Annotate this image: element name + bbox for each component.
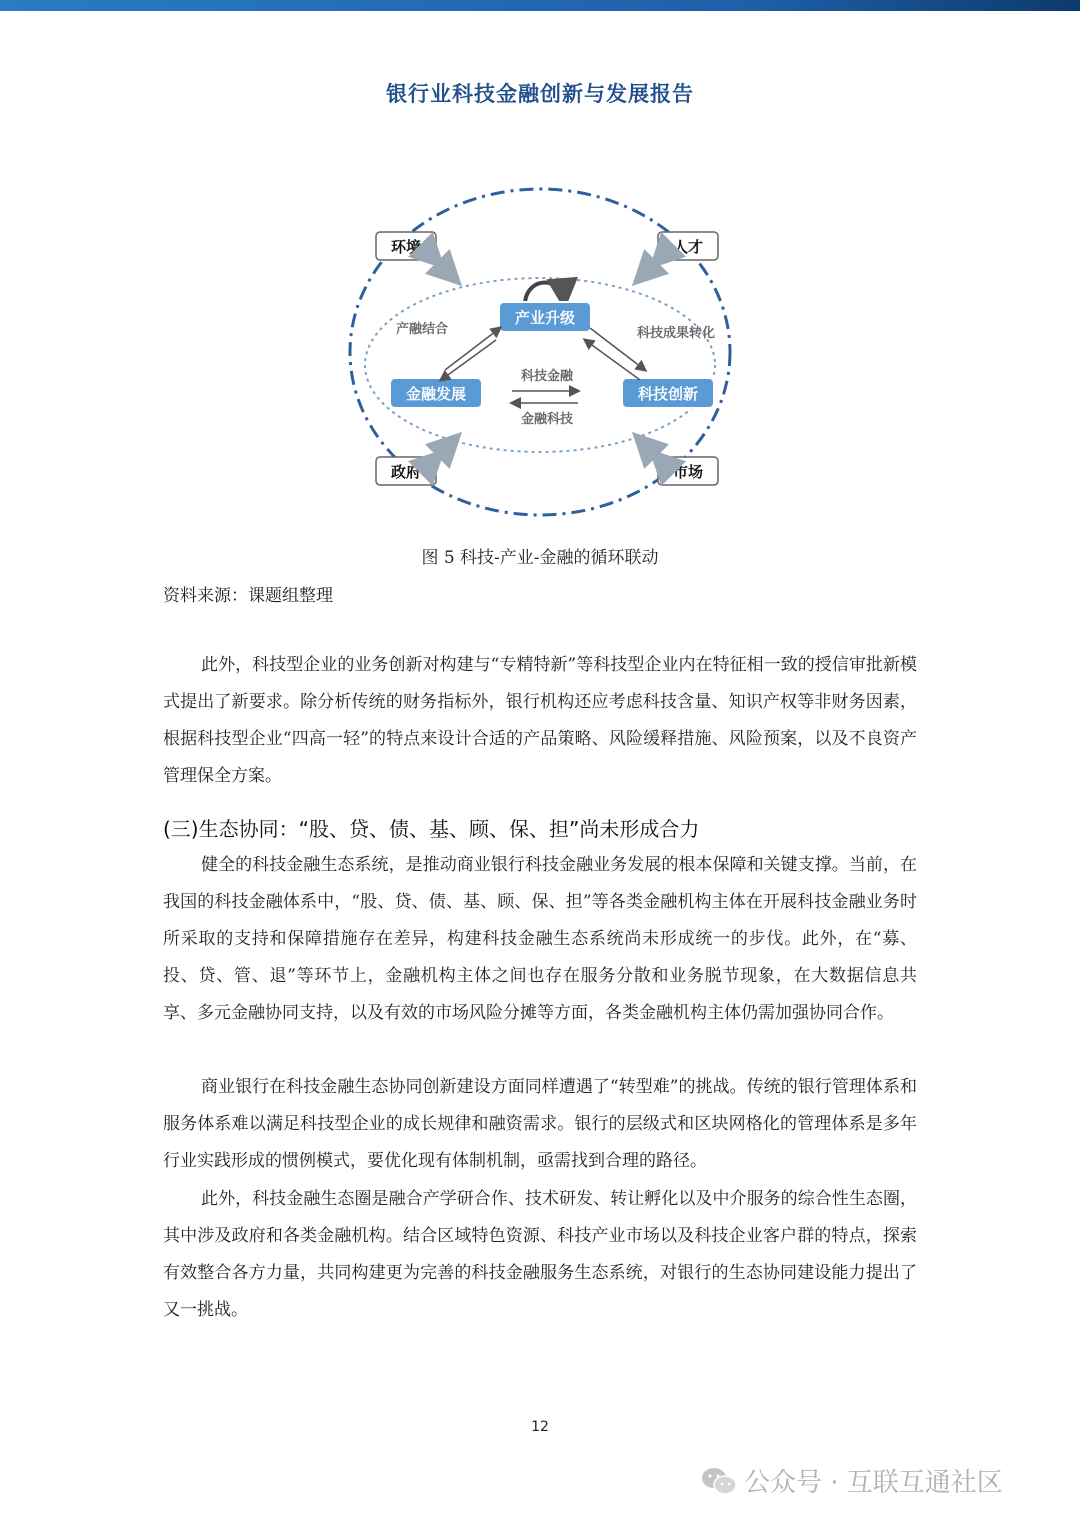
page-number: 12 [531,1419,549,1435]
label-tech-finance: 科技金融 [520,369,574,384]
paragraph-3 [163,1069,917,1180]
node-market [658,457,718,485]
node-tech-innovation-label: 科技创新 [637,385,699,403]
node-talent-label: 人才 [672,238,704,256]
node-finance-development-label: 金融发展 [405,385,467,403]
node-talent [658,232,718,260]
node-finance-development [390,378,482,408]
node-government-label: 政府 [390,463,422,481]
paragraph-2 [163,847,917,1032]
report-title: 银行业科技金融创新与发展报告 [386,82,694,106]
paragraph-4 [163,1181,917,1329]
node-environment-label: 环境 [390,238,422,256]
watermark-text: 公众号 · 互联互通社区 [744,1468,1003,1498]
paragraph-3-text: 商业银行在科技金融生态协同创新建设方面同样遭遇了“转型难”的挑战。传统的银行管理体系和服务体系难以满足科技型企业的成长规律和融资需求。银行的层级式和区块网格化的管理体系是多年行业实践形成的惯例模式，要优化现有体制机制，亟需找到合理的路径。 [163,1077,917,1171]
section-heading: (三)生态协同：“股、贷、债、基、顾、保、担”尚未形成合力 [163,817,700,841]
label-industry-finance: 产融结合 [395,322,449,337]
cycle-diagram [340,180,740,530]
watermark [700,1462,1003,1499]
self-loop-arrow [525,283,564,303]
node-industry-upgrade [499,302,591,332]
arrow-industry-to-finance [441,340,496,380]
corner-arrow-env [438,262,455,279]
paragraph-2-text: 健全的科技金融生态系统，是推动商业银行科技金融业务发展的根本保障和关键支撑。当前，在我国的科技金融体系中，“股、贷、债、基、顾、保、担”等各类金融机构主体在开展科技金融业务时所采取的支持和保障措施存在差异，构建科技金融生态系统尚未形成统一的步伐。此外，在“募、投、贷、管、退”等环节上，金融机构主体之间也存在服务分散和业务脱节现象，在大数据信息共享、多元金融协同支持，以及有效的市场风险分摊等方面，各类金融机构主体仍需加强协同合作。 [163,855,917,1023]
paragraph-4-text: 此外，科技金融生态圈是融合产学研合作、技术研发、转让孵化以及中介服务的综合性生态圈，其中涉及政府和各类金融机构。结合区域特色资源、科技产业市场以及科技企业客户群的特点，探索有效整合各方力量，共同构建更为完善的科技金融服务生态系统，对银行的生态协同建设能力提出了又一挑战。 [163,1189,917,1320]
corner-arrow-gov [438,439,455,456]
node-government [376,457,436,485]
arrow-finance-to-industry [445,328,500,370]
node-tech-innovation [622,378,714,408]
corner-arrow-talent [639,262,656,279]
label-tech-transfer: 科技成果转化 [636,326,716,341]
paragraph-1-text: 此外，科技型企业的业务创新对构建与“专精特新”等科技型企业内在特征相一致的授信审批新模式提出了新要求。除分析传统的财务指标外，银行机构还应考虑科技含量、知识产权等非财务因素，根据科技型企业“四高一轻”的特点来设计合适的产品策略、风险缓释措施、风险预案，以及不良资产管理保全方案。 [163,655,917,786]
node-industry-upgrade-label: 产业升级 [514,309,576,327]
header-bar [0,0,1080,11]
node-market-label: 市场 [672,463,704,481]
figure-caption: 图 5 科技-产业-金融的循环联动 [421,548,659,568]
figure-source: 资料来源：课题组整理 [163,586,333,606]
wechat-icon [700,1466,738,1496]
node-environment [376,232,436,260]
label-fintech: 金融科技 [520,412,574,427]
paragraph-1 [163,647,917,795]
corner-arrow-market [639,439,656,456]
